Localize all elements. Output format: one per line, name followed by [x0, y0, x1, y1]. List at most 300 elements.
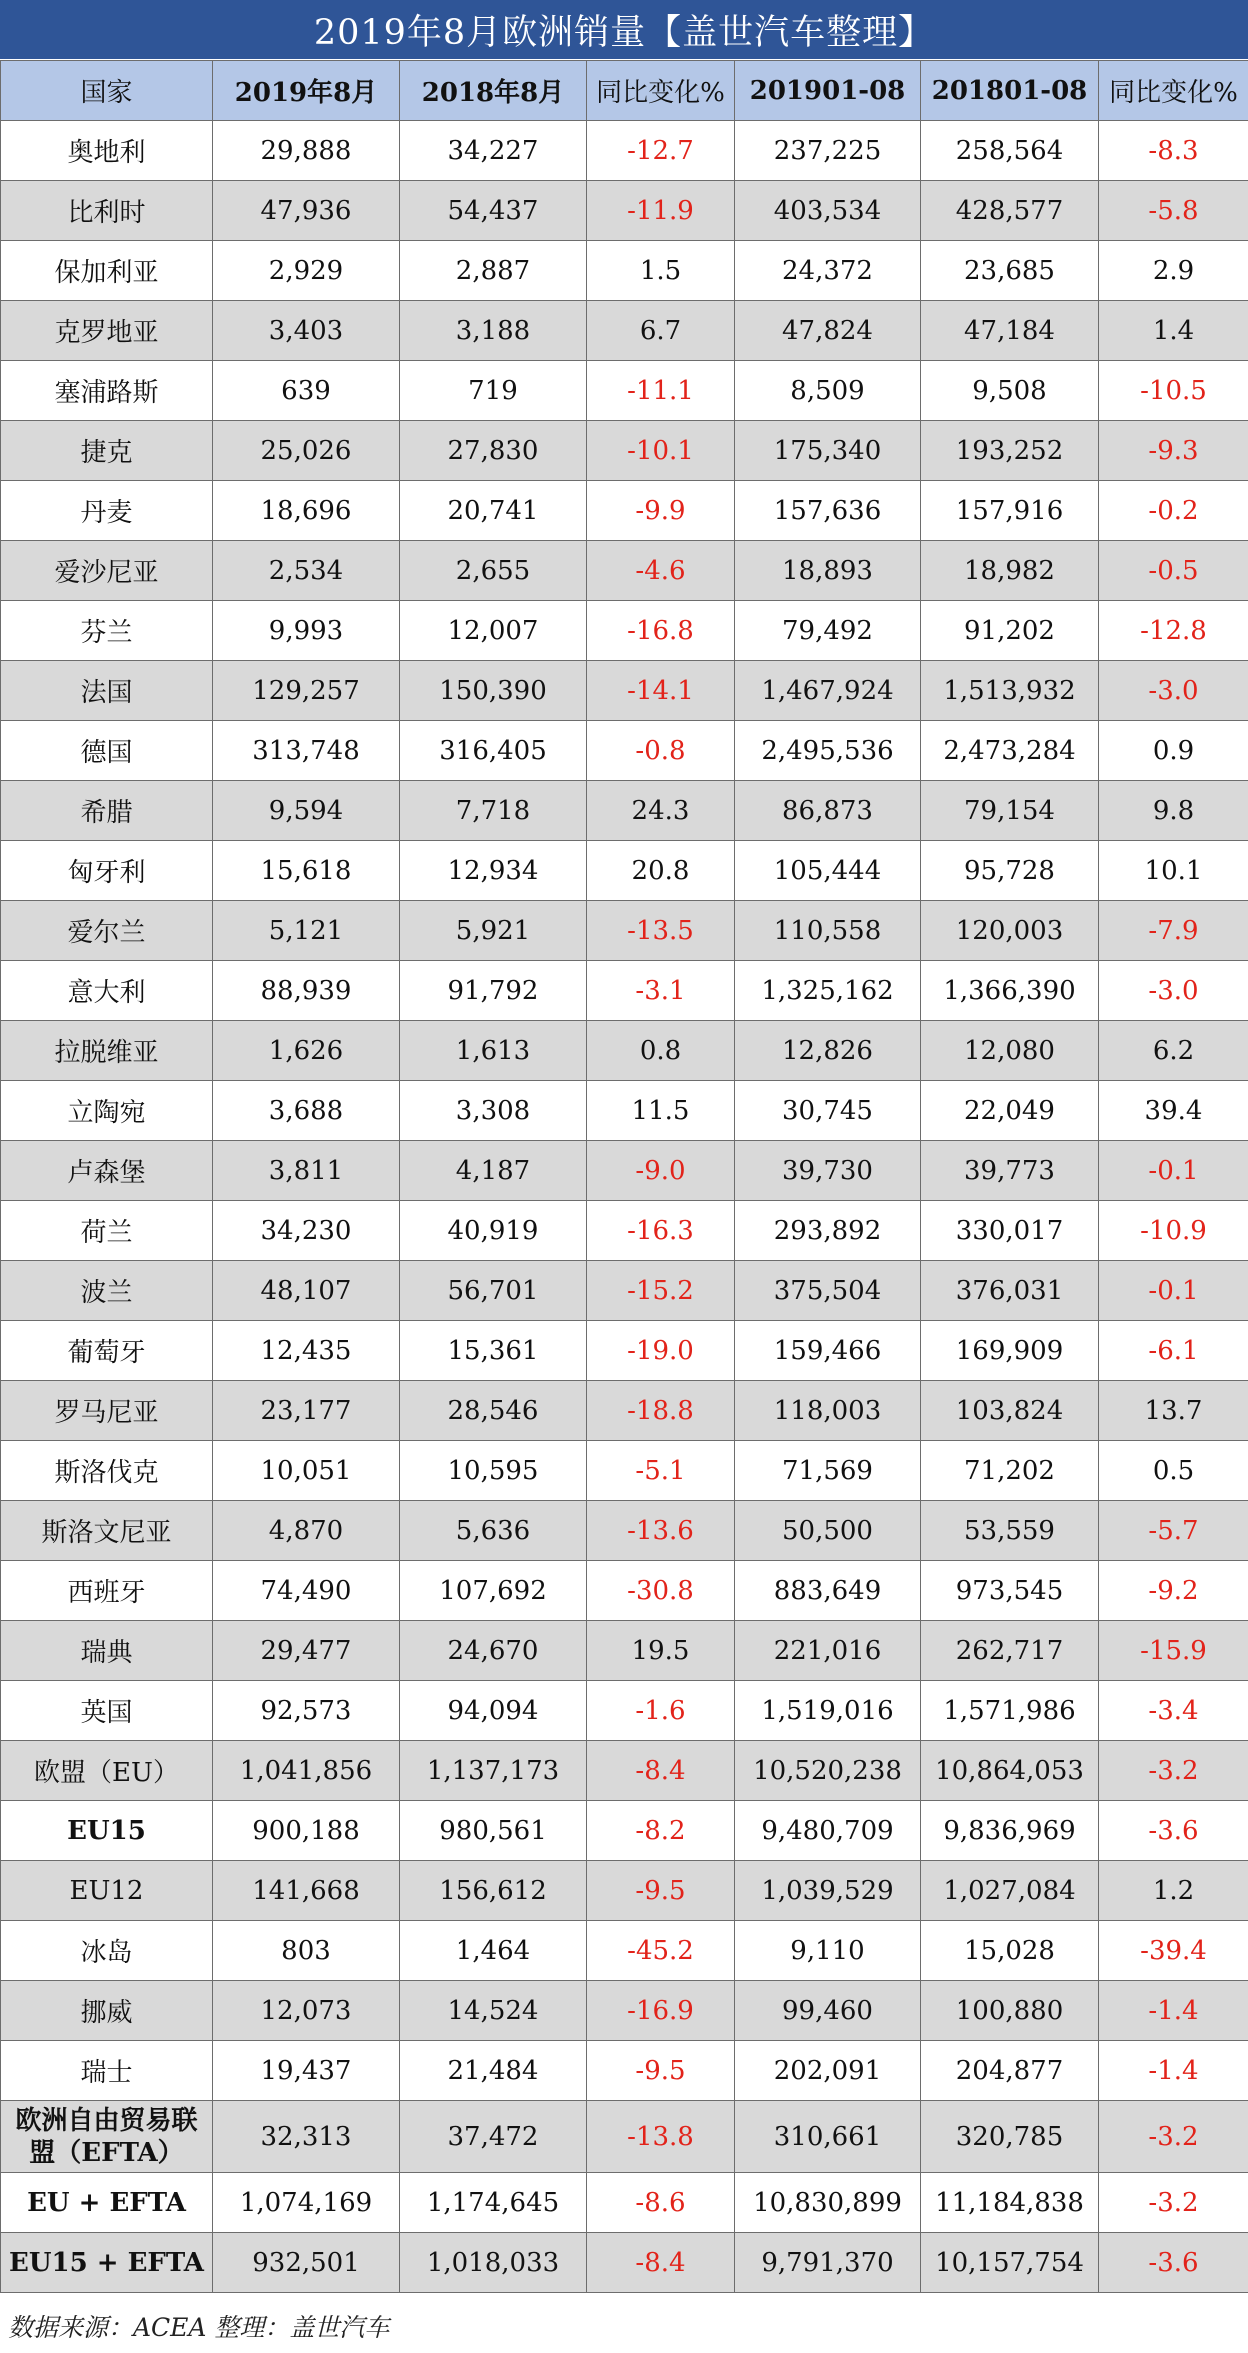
aug-2019-cell: 1,626: [213, 1021, 400, 1081]
aug-2019-cell: 1,041,856: [213, 1741, 400, 1801]
aug-2018-cell: 107,692: [400, 1561, 587, 1621]
yoy-month-cell: -8.2: [587, 1801, 735, 1861]
country-cell: 英国: [1, 1681, 213, 1741]
ytd-2019-cell: 221,016: [735, 1621, 921, 1681]
yoy-ytd-cell: -5.7: [1099, 1501, 1248, 1561]
country-cell: 欧洲自由贸易联盟（EFTA）: [1, 2101, 213, 2173]
ytd-2019-cell: 293,892: [735, 1201, 921, 1261]
yoy-month-cell: 19.5: [587, 1621, 735, 1681]
country-cell: 爱尔兰: [1, 901, 213, 961]
aug-2018-cell: 94,094: [400, 1681, 587, 1741]
ytd-2018-cell: 39,773: [921, 1141, 1099, 1201]
aug-2018-cell: 12,007: [400, 601, 587, 661]
ytd-2018-cell: 1,571,986: [921, 1681, 1099, 1741]
yoy-month-cell: -18.8: [587, 1381, 735, 1441]
aug-2019-cell: 639: [213, 361, 400, 421]
yoy-ytd-cell: -10.9: [1099, 1201, 1248, 1261]
yoy-ytd-cell: 10.1: [1099, 841, 1248, 901]
country-cell: 立陶宛: [1, 1081, 213, 1141]
country-cell: 罗马尼亚: [1, 1381, 213, 1441]
table-row: [1, 2173, 1248, 2233]
country-cell: 卢森堡: [1, 1141, 213, 1201]
ytd-2019-cell: 50,500: [735, 1501, 921, 1561]
yoy-month-cell: -12.7: [587, 121, 735, 181]
ytd-2019-cell: 86,873: [735, 781, 921, 841]
ytd-2018-cell: 1,027,084: [921, 1861, 1099, 1921]
ytd-2019-cell: 310,661: [735, 2101, 921, 2173]
yoy-month-cell: -13.5: [587, 901, 735, 961]
aug-2019-cell: 9,594: [213, 781, 400, 841]
aug-2018-cell: 980,561: [400, 1801, 587, 1861]
aug-2018-cell: 40,919: [400, 1201, 587, 1261]
aug-2018-cell: 34,227: [400, 121, 587, 181]
table-row: [1, 1921, 1248, 1981]
yoy-ytd-cell: -1.4: [1099, 1981, 1248, 2041]
aug-2019-cell: 129,257: [213, 661, 400, 721]
yoy-ytd-cell: -3.2: [1099, 2173, 1248, 2233]
yoy-ytd-cell: 39.4: [1099, 1081, 1248, 1141]
ytd-2018-cell: 2,473,284: [921, 721, 1099, 781]
yoy-month-cell: -15.2: [587, 1261, 735, 1321]
yoy-month-cell: -1.6: [587, 1681, 735, 1741]
yoy-ytd-cell: -10.5: [1099, 361, 1248, 421]
yoy-month-cell: 11.5: [587, 1081, 735, 1141]
country-cell: 斯洛伐克: [1, 1441, 213, 1501]
yoy-ytd-cell: -0.1: [1099, 1261, 1248, 1321]
yoy-month-cell: -9.0: [587, 1141, 735, 1201]
country-cell: 捷克: [1, 421, 213, 481]
yoy-ytd-cell: 13.7: [1099, 1381, 1248, 1441]
aug-2018-cell: 37,472: [400, 2101, 587, 2173]
country-cell: 波兰: [1, 1261, 213, 1321]
ytd-2019-cell: 24,372: [735, 241, 921, 301]
table-row: [1, 1501, 1248, 1561]
yoy-month-cell: -4.6: [587, 541, 735, 601]
header-aug-2018: 2018年8月: [400, 61, 587, 121]
country-cell: EU12: [1, 1861, 213, 1921]
yoy-ytd-cell: -6.1: [1099, 1321, 1248, 1381]
aug-2018-cell: 3,188: [400, 301, 587, 361]
source-footer: 数据来源：ACEA 整理：盖世汽车: [8, 2313, 390, 2342]
table-row: [1, 1261, 1248, 1321]
aug-2019-cell: 4,870: [213, 1501, 400, 1561]
aug-2018-cell: 316,405: [400, 721, 587, 781]
yoy-ytd-cell: -0.2: [1099, 481, 1248, 541]
aug-2019-cell: 10,051: [213, 1441, 400, 1501]
ytd-2019-cell: 157,636: [735, 481, 921, 541]
table-row: [1, 841, 1248, 901]
yoy-ytd-cell: -0.5: [1099, 541, 1248, 601]
aug-2019-cell: 3,811: [213, 1141, 400, 1201]
ytd-2019-cell: 9,480,709: [735, 1801, 921, 1861]
header-yoy-month: 同比变化%: [587, 61, 735, 121]
ytd-2018-cell: 169,909: [921, 1321, 1099, 1381]
aug-2018-cell: 20,741: [400, 481, 587, 541]
aug-2018-cell: 14,524: [400, 1981, 587, 2041]
country-cell: 克罗地亚: [1, 301, 213, 361]
aug-2019-cell: 92,573: [213, 1681, 400, 1741]
yoy-ytd-cell: -7.9: [1099, 901, 1248, 961]
aug-2019-cell: 12,073: [213, 1981, 400, 2041]
aug-2019-cell: 12,435: [213, 1321, 400, 1381]
yoy-ytd-cell: -9.3: [1099, 421, 1248, 481]
country-cell: 奥地利: [1, 121, 213, 181]
header-aug-2019: 2019年8月: [213, 61, 400, 121]
ytd-2019-cell: 110,558: [735, 901, 921, 961]
yoy-ytd-cell: -9.2: [1099, 1561, 1248, 1621]
ytd-2019-cell: 375,504: [735, 1261, 921, 1321]
ytd-2019-cell: 159,466: [735, 1321, 921, 1381]
ytd-2018-cell: 71,202: [921, 1441, 1099, 1501]
aug-2019-cell: 15,618: [213, 841, 400, 901]
aug-2019-cell: 9,993: [213, 601, 400, 661]
ytd-2019-cell: 8,509: [735, 361, 921, 421]
country-cell: 瑞士: [1, 2041, 213, 2101]
country-cell: 德国: [1, 721, 213, 781]
yoy-ytd-cell: -39.4: [1099, 1921, 1248, 1981]
yoy-ytd-cell: 1.2: [1099, 1861, 1248, 1921]
yoy-ytd-cell: -3.6: [1099, 1801, 1248, 1861]
ytd-2018-cell: 120,003: [921, 901, 1099, 961]
aug-2019-cell: 5,121: [213, 901, 400, 961]
aug-2019-cell: 48,107: [213, 1261, 400, 1321]
ytd-2018-cell: 53,559: [921, 1501, 1099, 1561]
country-cell: 葡萄牙: [1, 1321, 213, 1381]
country-cell: 拉脱维亚: [1, 1021, 213, 1081]
table-body: [1, 121, 1248, 2293]
table-title: 2019年8月欧洲销量【盖世汽车整理】: [0, 0, 1248, 60]
table-row: [1, 1801, 1248, 1861]
yoy-ytd-cell: 2.9: [1099, 241, 1248, 301]
ytd-2019-cell: 9,791,370: [735, 2233, 921, 2293]
table-row: [1, 901, 1248, 961]
table-row: [1, 1201, 1248, 1261]
ytd-2018-cell: 15,028: [921, 1921, 1099, 1981]
header-row: [1, 61, 1248, 121]
yoy-ytd-cell: -5.8: [1099, 181, 1248, 241]
country-cell: 希腊: [1, 781, 213, 841]
country-cell: 西班牙: [1, 1561, 213, 1621]
aug-2019-cell: 23,177: [213, 1381, 400, 1441]
yoy-ytd-cell: -3.4: [1099, 1681, 1248, 1741]
yoy-month-cell: -0.8: [587, 721, 735, 781]
ytd-2019-cell: 99,460: [735, 1981, 921, 2041]
aug-2019-cell: 34,230: [213, 1201, 400, 1261]
ytd-2018-cell: 204,877: [921, 2041, 1099, 2101]
yoy-ytd-cell: -1.4: [1099, 2041, 1248, 2101]
aug-2018-cell: 15,361: [400, 1321, 587, 1381]
ytd-2019-cell: 237,225: [735, 121, 921, 181]
country-cell: 比利时: [1, 181, 213, 241]
aug-2018-cell: 2,655: [400, 541, 587, 601]
ytd-2019-cell: 12,826: [735, 1021, 921, 1081]
aug-2018-cell: 10,595: [400, 1441, 587, 1501]
ytd-2018-cell: 320,785: [921, 2101, 1099, 2173]
aug-2019-cell: 19,437: [213, 2041, 400, 2101]
table-row: [1, 541, 1248, 601]
aug-2018-cell: 719: [400, 361, 587, 421]
ytd-2019-cell: 105,444: [735, 841, 921, 901]
country-cell: 荷兰: [1, 1201, 213, 1261]
ytd-2019-cell: 10,830,899: [735, 2173, 921, 2233]
aug-2019-cell: 18,696: [213, 481, 400, 541]
aug-2019-cell: 2,534: [213, 541, 400, 601]
ytd-2018-cell: 79,154: [921, 781, 1099, 841]
ytd-2018-cell: 22,049: [921, 1081, 1099, 1141]
ytd-2018-cell: 10,157,754: [921, 2233, 1099, 2293]
ytd-2019-cell: 47,824: [735, 301, 921, 361]
yoy-ytd-cell: -3.2: [1099, 2101, 1248, 2173]
table-row: [1, 181, 1248, 241]
ytd-2018-cell: 1,366,390: [921, 961, 1099, 1021]
ytd-2018-cell: 47,184: [921, 301, 1099, 361]
table-row: [1, 1561, 1248, 1621]
ytd-2019-cell: 403,534: [735, 181, 921, 241]
ytd-2019-cell: 10,520,238: [735, 1741, 921, 1801]
yoy-month-cell: -3.1: [587, 961, 735, 1021]
header-ytd-2018: 201801-08: [921, 61, 1099, 121]
table-row: [1, 1681, 1248, 1741]
table-row: [1, 1081, 1248, 1141]
yoy-ytd-cell: -15.9: [1099, 1621, 1248, 1681]
country-cell: EU15 + EFTA: [1, 2233, 213, 2293]
ytd-2018-cell: 9,836,969: [921, 1801, 1099, 1861]
yoy-month-cell: -45.2: [587, 1921, 735, 1981]
country-cell: 丹麦: [1, 481, 213, 541]
yoy-ytd-cell: -3.0: [1099, 661, 1248, 721]
aug-2018-cell: 12,934: [400, 841, 587, 901]
yoy-ytd-cell: -3.6: [1099, 2233, 1248, 2293]
country-cell: 保加利亚: [1, 241, 213, 301]
table-row: [1, 481, 1248, 541]
aug-2019-cell: 3,688: [213, 1081, 400, 1141]
aug-2019-cell: 900,188: [213, 1801, 400, 1861]
ytd-2018-cell: 258,564: [921, 121, 1099, 181]
country-cell: 匈牙利: [1, 841, 213, 901]
aug-2018-cell: 56,701: [400, 1261, 587, 1321]
ytd-2018-cell: 91,202: [921, 601, 1099, 661]
aug-2018-cell: 1,464: [400, 1921, 587, 1981]
table-row: [1, 301, 1248, 361]
aug-2018-cell: 2,887: [400, 241, 587, 301]
aug-2018-cell: 7,718: [400, 781, 587, 841]
yoy-ytd-cell: 9.8: [1099, 781, 1248, 841]
table-row: [1, 121, 1248, 181]
ytd-2019-cell: 1,519,016: [735, 1681, 921, 1741]
yoy-month-cell: -11.9: [587, 181, 735, 241]
table-row: [1, 1981, 1248, 2041]
ytd-2018-cell: 12,080: [921, 1021, 1099, 1081]
aug-2018-cell: 1,174,645: [400, 2173, 587, 2233]
aug-2019-cell: 803: [213, 1921, 400, 1981]
yoy-month-cell: -9.5: [587, 2041, 735, 2101]
country-cell: 冰岛: [1, 1921, 213, 1981]
aug-2018-cell: 3,308: [400, 1081, 587, 1141]
yoy-month-cell: 20.8: [587, 841, 735, 901]
aug-2019-cell: 32,313: [213, 2101, 400, 2173]
yoy-ytd-cell: -12.8: [1099, 601, 1248, 661]
ytd-2018-cell: 1,513,932: [921, 661, 1099, 721]
yoy-month-cell: 6.7: [587, 301, 735, 361]
ytd-2019-cell: 9,110: [735, 1921, 921, 1981]
yoy-month-cell: -10.1: [587, 421, 735, 481]
table-row: [1, 1021, 1248, 1081]
aug-2018-cell: 1,018,033: [400, 2233, 587, 2293]
table-row: [1, 781, 1248, 841]
country-cell: EU15: [1, 1801, 213, 1861]
ytd-2018-cell: 95,728: [921, 841, 1099, 901]
country-cell: 斯洛文尼亚: [1, 1501, 213, 1561]
aug-2018-cell: 54,437: [400, 181, 587, 241]
ytd-2019-cell: 175,340: [735, 421, 921, 481]
yoy-ytd-cell: -0.1: [1099, 1141, 1248, 1201]
ytd-2019-cell: 2,495,536: [735, 721, 921, 781]
aug-2018-cell: 91,792: [400, 961, 587, 1021]
yoy-month-cell: -16.9: [587, 1981, 735, 2041]
table-row: [1, 1621, 1248, 1681]
ytd-2018-cell: 11,184,838: [921, 2173, 1099, 2233]
table-row: [1, 2101, 1248, 2173]
country-cell: 爱沙尼亚: [1, 541, 213, 601]
country-cell: 芬兰: [1, 601, 213, 661]
table-row: [1, 601, 1248, 661]
yoy-month-cell: -13.8: [587, 2101, 735, 2173]
aug-2018-cell: 4,187: [400, 1141, 587, 1201]
country-cell: 欧盟（EU）: [1, 1741, 213, 1801]
table-row: [1, 1381, 1248, 1441]
yoy-month-cell: -19.0: [587, 1321, 735, 1381]
ytd-2018-cell: 262,717: [921, 1621, 1099, 1681]
aug-2018-cell: 27,830: [400, 421, 587, 481]
ytd-2018-cell: 18,982: [921, 541, 1099, 601]
ytd-2018-cell: 9,508: [921, 361, 1099, 421]
yoy-month-cell: -30.8: [587, 1561, 735, 1621]
table-row: [1, 661, 1248, 721]
ytd-2018-cell: 376,031: [921, 1261, 1099, 1321]
yoy-month-cell: 0.8: [587, 1021, 735, 1081]
ytd-2019-cell: 39,730: [735, 1141, 921, 1201]
table-row: [1, 1321, 1248, 1381]
sales-table: [0, 60, 1248, 2293]
ytd-2018-cell: 428,577: [921, 181, 1099, 241]
ytd-2019-cell: 1,039,529: [735, 1861, 921, 1921]
yoy-month-cell: 24.3: [587, 781, 735, 841]
aug-2018-cell: 150,390: [400, 661, 587, 721]
aug-2019-cell: 3,403: [213, 301, 400, 361]
table-row: [1, 1741, 1248, 1801]
aug-2019-cell: 29,477: [213, 1621, 400, 1681]
country-cell: 法国: [1, 661, 213, 721]
ytd-2019-cell: 202,091: [735, 2041, 921, 2101]
yoy-month-cell: -16.8: [587, 601, 735, 661]
yoy-month-cell: -14.1: [587, 661, 735, 721]
aug-2019-cell: 932,501: [213, 2233, 400, 2293]
table-row: [1, 1141, 1248, 1201]
aug-2019-cell: 25,026: [213, 421, 400, 481]
ytd-2018-cell: 23,685: [921, 241, 1099, 301]
table-row: [1, 2233, 1248, 2293]
aug-2018-cell: 21,484: [400, 2041, 587, 2101]
aug-2018-cell: 5,636: [400, 1501, 587, 1561]
ytd-2019-cell: 71,569: [735, 1441, 921, 1501]
table-row: [1, 241, 1248, 301]
yoy-month-cell: -13.6: [587, 1501, 735, 1561]
yoy-month-cell: 1.5: [587, 241, 735, 301]
ytd-2018-cell: 330,017: [921, 1201, 1099, 1261]
aug-2019-cell: 2,929: [213, 241, 400, 301]
country-cell: 塞浦路斯: [1, 361, 213, 421]
yoy-month-cell: -16.3: [587, 1201, 735, 1261]
aug-2019-cell: 141,668: [213, 1861, 400, 1921]
ytd-2019-cell: 1,325,162: [735, 961, 921, 1021]
aug-2019-cell: 88,939: [213, 961, 400, 1021]
ytd-2018-cell: 100,880: [921, 1981, 1099, 2041]
country-cell: EU + EFTA: [1, 2173, 213, 2233]
ytd-2018-cell: 193,252: [921, 421, 1099, 481]
aug-2018-cell: 28,546: [400, 1381, 587, 1441]
header-country: 国家: [1, 61, 213, 121]
ytd-2019-cell: 1,467,924: [735, 661, 921, 721]
ytd-2018-cell: 157,916: [921, 481, 1099, 541]
table-row: [1, 421, 1248, 481]
yoy-ytd-cell: -3.2: [1099, 1741, 1248, 1801]
aug-2019-cell: 29,888: [213, 121, 400, 181]
yoy-month-cell: -8.4: [587, 2233, 735, 2293]
aug-2018-cell: 5,921: [400, 901, 587, 961]
header-ytd-2019: 201901-08: [735, 61, 921, 121]
table-row: [1, 361, 1248, 421]
yoy-month-cell: -11.1: [587, 361, 735, 421]
aug-2018-cell: 1,137,173: [400, 1741, 587, 1801]
country-cell: 瑞典: [1, 1621, 213, 1681]
ytd-2018-cell: 10,864,053: [921, 1741, 1099, 1801]
yoy-ytd-cell: 1.4: [1099, 301, 1248, 361]
ytd-2018-cell: 103,824: [921, 1381, 1099, 1441]
header-yoy-ytd: 同比变化%: [1099, 61, 1248, 121]
table-row: [1, 2041, 1248, 2101]
yoy-month-cell: -8.6: [587, 2173, 735, 2233]
ytd-2019-cell: 18,893: [735, 541, 921, 601]
table-row: [1, 1861, 1248, 1921]
aug-2018-cell: 24,670: [400, 1621, 587, 1681]
aug-2018-cell: 156,612: [400, 1861, 587, 1921]
yoy-ytd-cell: 0.5: [1099, 1441, 1248, 1501]
ytd-2018-cell: 973,545: [921, 1561, 1099, 1621]
table-row: [1, 721, 1248, 781]
yoy-month-cell: -9.9: [587, 481, 735, 541]
yoy-ytd-cell: 6.2: [1099, 1021, 1248, 1081]
yoy-month-cell: -9.5: [587, 1861, 735, 1921]
aug-2019-cell: 74,490: [213, 1561, 400, 1621]
yoy-month-cell: -5.1: [587, 1441, 735, 1501]
table-row: [1, 961, 1248, 1021]
yoy-ytd-cell: -8.3: [1099, 121, 1248, 181]
country-cell: 意大利: [1, 961, 213, 1021]
table-row: [1, 1441, 1248, 1501]
yoy-ytd-cell: -3.0: [1099, 961, 1248, 1021]
ytd-2019-cell: 30,745: [735, 1081, 921, 1141]
aug-2018-cell: 1,613: [400, 1021, 587, 1081]
yoy-month-cell: -8.4: [587, 1741, 735, 1801]
aug-2019-cell: 1,074,169: [213, 2173, 400, 2233]
aug-2019-cell: 47,936: [213, 181, 400, 241]
ytd-2019-cell: 79,492: [735, 601, 921, 661]
yoy-ytd-cell: 0.9: [1099, 721, 1248, 781]
country-cell: 挪威: [1, 1981, 213, 2041]
ytd-2019-cell: 883,649: [735, 1561, 921, 1621]
aug-2019-cell: 313,748: [213, 721, 400, 781]
ytd-2019-cell: 118,003: [735, 1381, 921, 1441]
